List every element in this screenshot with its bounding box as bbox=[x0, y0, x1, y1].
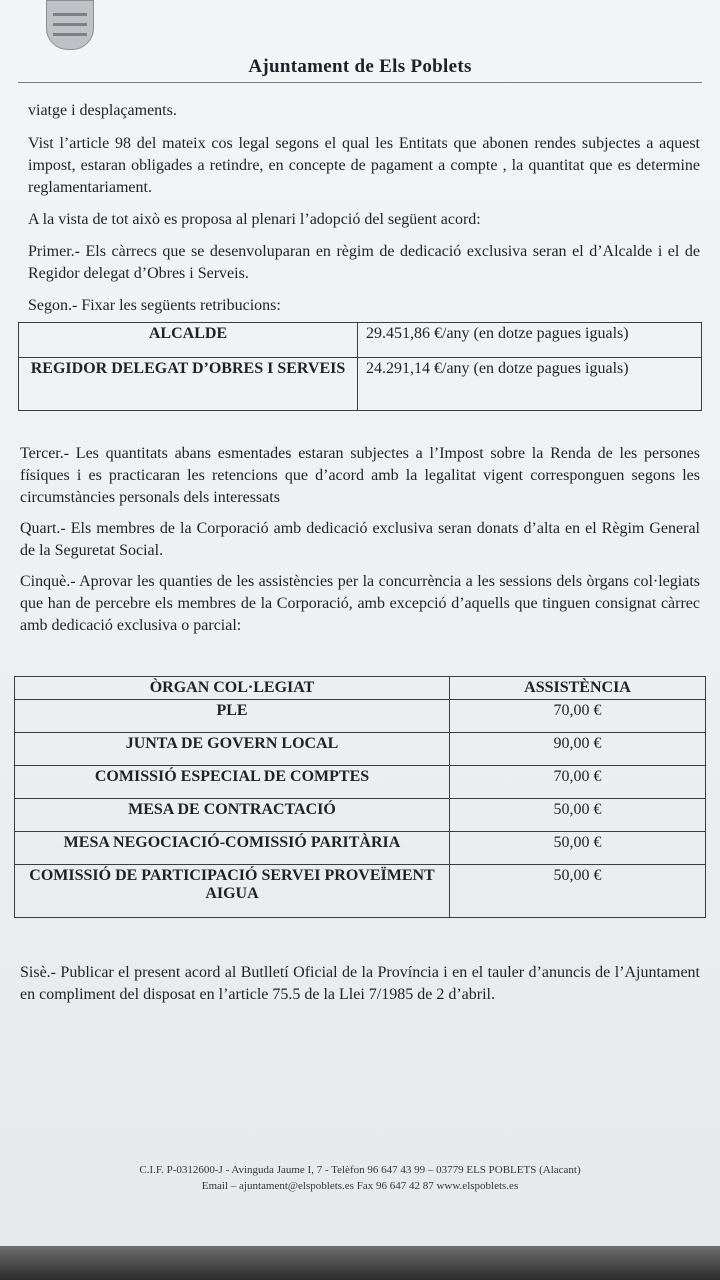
table-row bbox=[15, 766, 706, 799]
footer-address: C.I.F. P-0312600-J - Avinguda Jaume I, 7 - Telèfon 96 647 43 99 – 03779 ELS POBLETS (Alacant) bbox=[139, 1164, 581, 1176]
retribucions-table bbox=[18, 322, 702, 411]
paragraph-quart: Quart.- Els membres de la Corporació amb dedicació exclusiva seran donats d’alta en el Règim General de la Seguretat Social. bbox=[20, 520, 700, 559]
table-row bbox=[15, 733, 706, 766]
paragraph-article-98: Vist l’article 98 del mateix cos legal segons el qual les Entitats que abonen rendes subjectes a aquest impost, estaran obligades a retindre, en concepte de pagament a compte , la quantitat que es determine reglamentariament. bbox=[28, 135, 700, 196]
organ-cell: COMISSIÓ DE PARTICIPACIÓ SERVEI PROVEÏMENT AIGUA bbox=[15, 865, 450, 918]
paragraph-primer: Primer.- Els càrrecs que se desenvoluparan en règim de dedicació exclusiva seran el d’Alcalde i el de Regidor delegat d’Obres i Serveis. bbox=[28, 243, 700, 282]
table-row bbox=[15, 799, 706, 832]
footer-contact: Email – ajuntament@elspoblets.es Fax 96 647 42 87 www.elspoblets.es bbox=[201, 1180, 519, 1192]
paragraph-sise: Sisè.- Publicar el present acord al Butlletí Oficial de la Província i en el tauler d’anuncis de l’Ajuntament en compliment del disposat en l’article 75.5 de la Llei 7/1985 de 2 d’abril. bbox=[20, 964, 700, 1003]
organs-table bbox=[14, 676, 706, 918]
assistencia-cell: 50,00 € bbox=[450, 799, 706, 832]
organ-cell: PLE bbox=[15, 700, 450, 733]
table-row bbox=[19, 323, 702, 358]
paragraph-1: viatge i desplaçaments. bbox=[28, 102, 177, 119]
organ-header: ÒRGAN COL·LEGIAT bbox=[15, 677, 450, 700]
paragraph-segon: Segon.- Fixar les següents retribucions: bbox=[28, 297, 281, 314]
table-row bbox=[19, 358, 702, 411]
organ-cell: JUNTA DE GOVERN LOCAL bbox=[15, 733, 450, 766]
assistencia-header: ASSISTÈNCIA bbox=[450, 677, 706, 700]
organ-cell: MESA NEGOCIACIÓ-COMISSIÓ PARITÀRIA bbox=[15, 832, 450, 865]
assistencia-cell: 90,00 € bbox=[450, 733, 706, 766]
organ-cell: MESA DE CONTRACTACIÓ bbox=[15, 799, 450, 832]
assistencia-cell: 50,00 € bbox=[450, 865, 706, 918]
carrec-cell: ALCALDE bbox=[19, 323, 358, 358]
assistencia-cell: 70,00 € bbox=[450, 700, 706, 733]
photo-background-edge bbox=[0, 1246, 720, 1280]
assistencia-cell: 70,00 € bbox=[450, 766, 706, 799]
table-row bbox=[15, 865, 706, 918]
paragraph-cinque: Cinquè.- Aprovar les quanties de les assistències per la concurrència a les sessions dels òrgans col·legiats que han de percebre els membres de la Corporació, amb excepció d’aquells que tinguen consignat càrrec amb dedicació exclusiva o parcial: bbox=[20, 573, 700, 634]
table-row bbox=[15, 700, 706, 733]
carrec-cell: REGIDOR DELEGAT D’OBRES I SERVEIS bbox=[19, 358, 358, 411]
organ-cell: COMISSIÓ ESPECIAL DE COMPTES bbox=[15, 766, 450, 799]
paragraph-tercer: Tercer.- Les quantitats abans esmentades estaran subjectes a l’Impost sobre la Renda de les persones físiques i es practicaran les retencions que d’acord amb la legalitat vigent corresponguen segons les circumstàncies personals dels interessats bbox=[20, 445, 700, 506]
table-header-row bbox=[15, 677, 706, 700]
coat-of-arms-icon bbox=[46, 0, 94, 50]
import-cell: 24.291,14 €/any (en dotze pagues iguals) bbox=[358, 358, 702, 411]
table-row bbox=[15, 832, 706, 865]
header-divider bbox=[18, 82, 702, 83]
paragraph-proposal: A la vista de tot això es proposa al plenari l’adopció del següent acord: bbox=[28, 211, 481, 228]
assistencia-cell: 50,00 € bbox=[450, 832, 706, 865]
header-title: Ajuntament de Els Poblets bbox=[248, 56, 472, 77]
import-cell: 29.451,86 €/any (en dotze pagues iguals) bbox=[358, 323, 702, 358]
